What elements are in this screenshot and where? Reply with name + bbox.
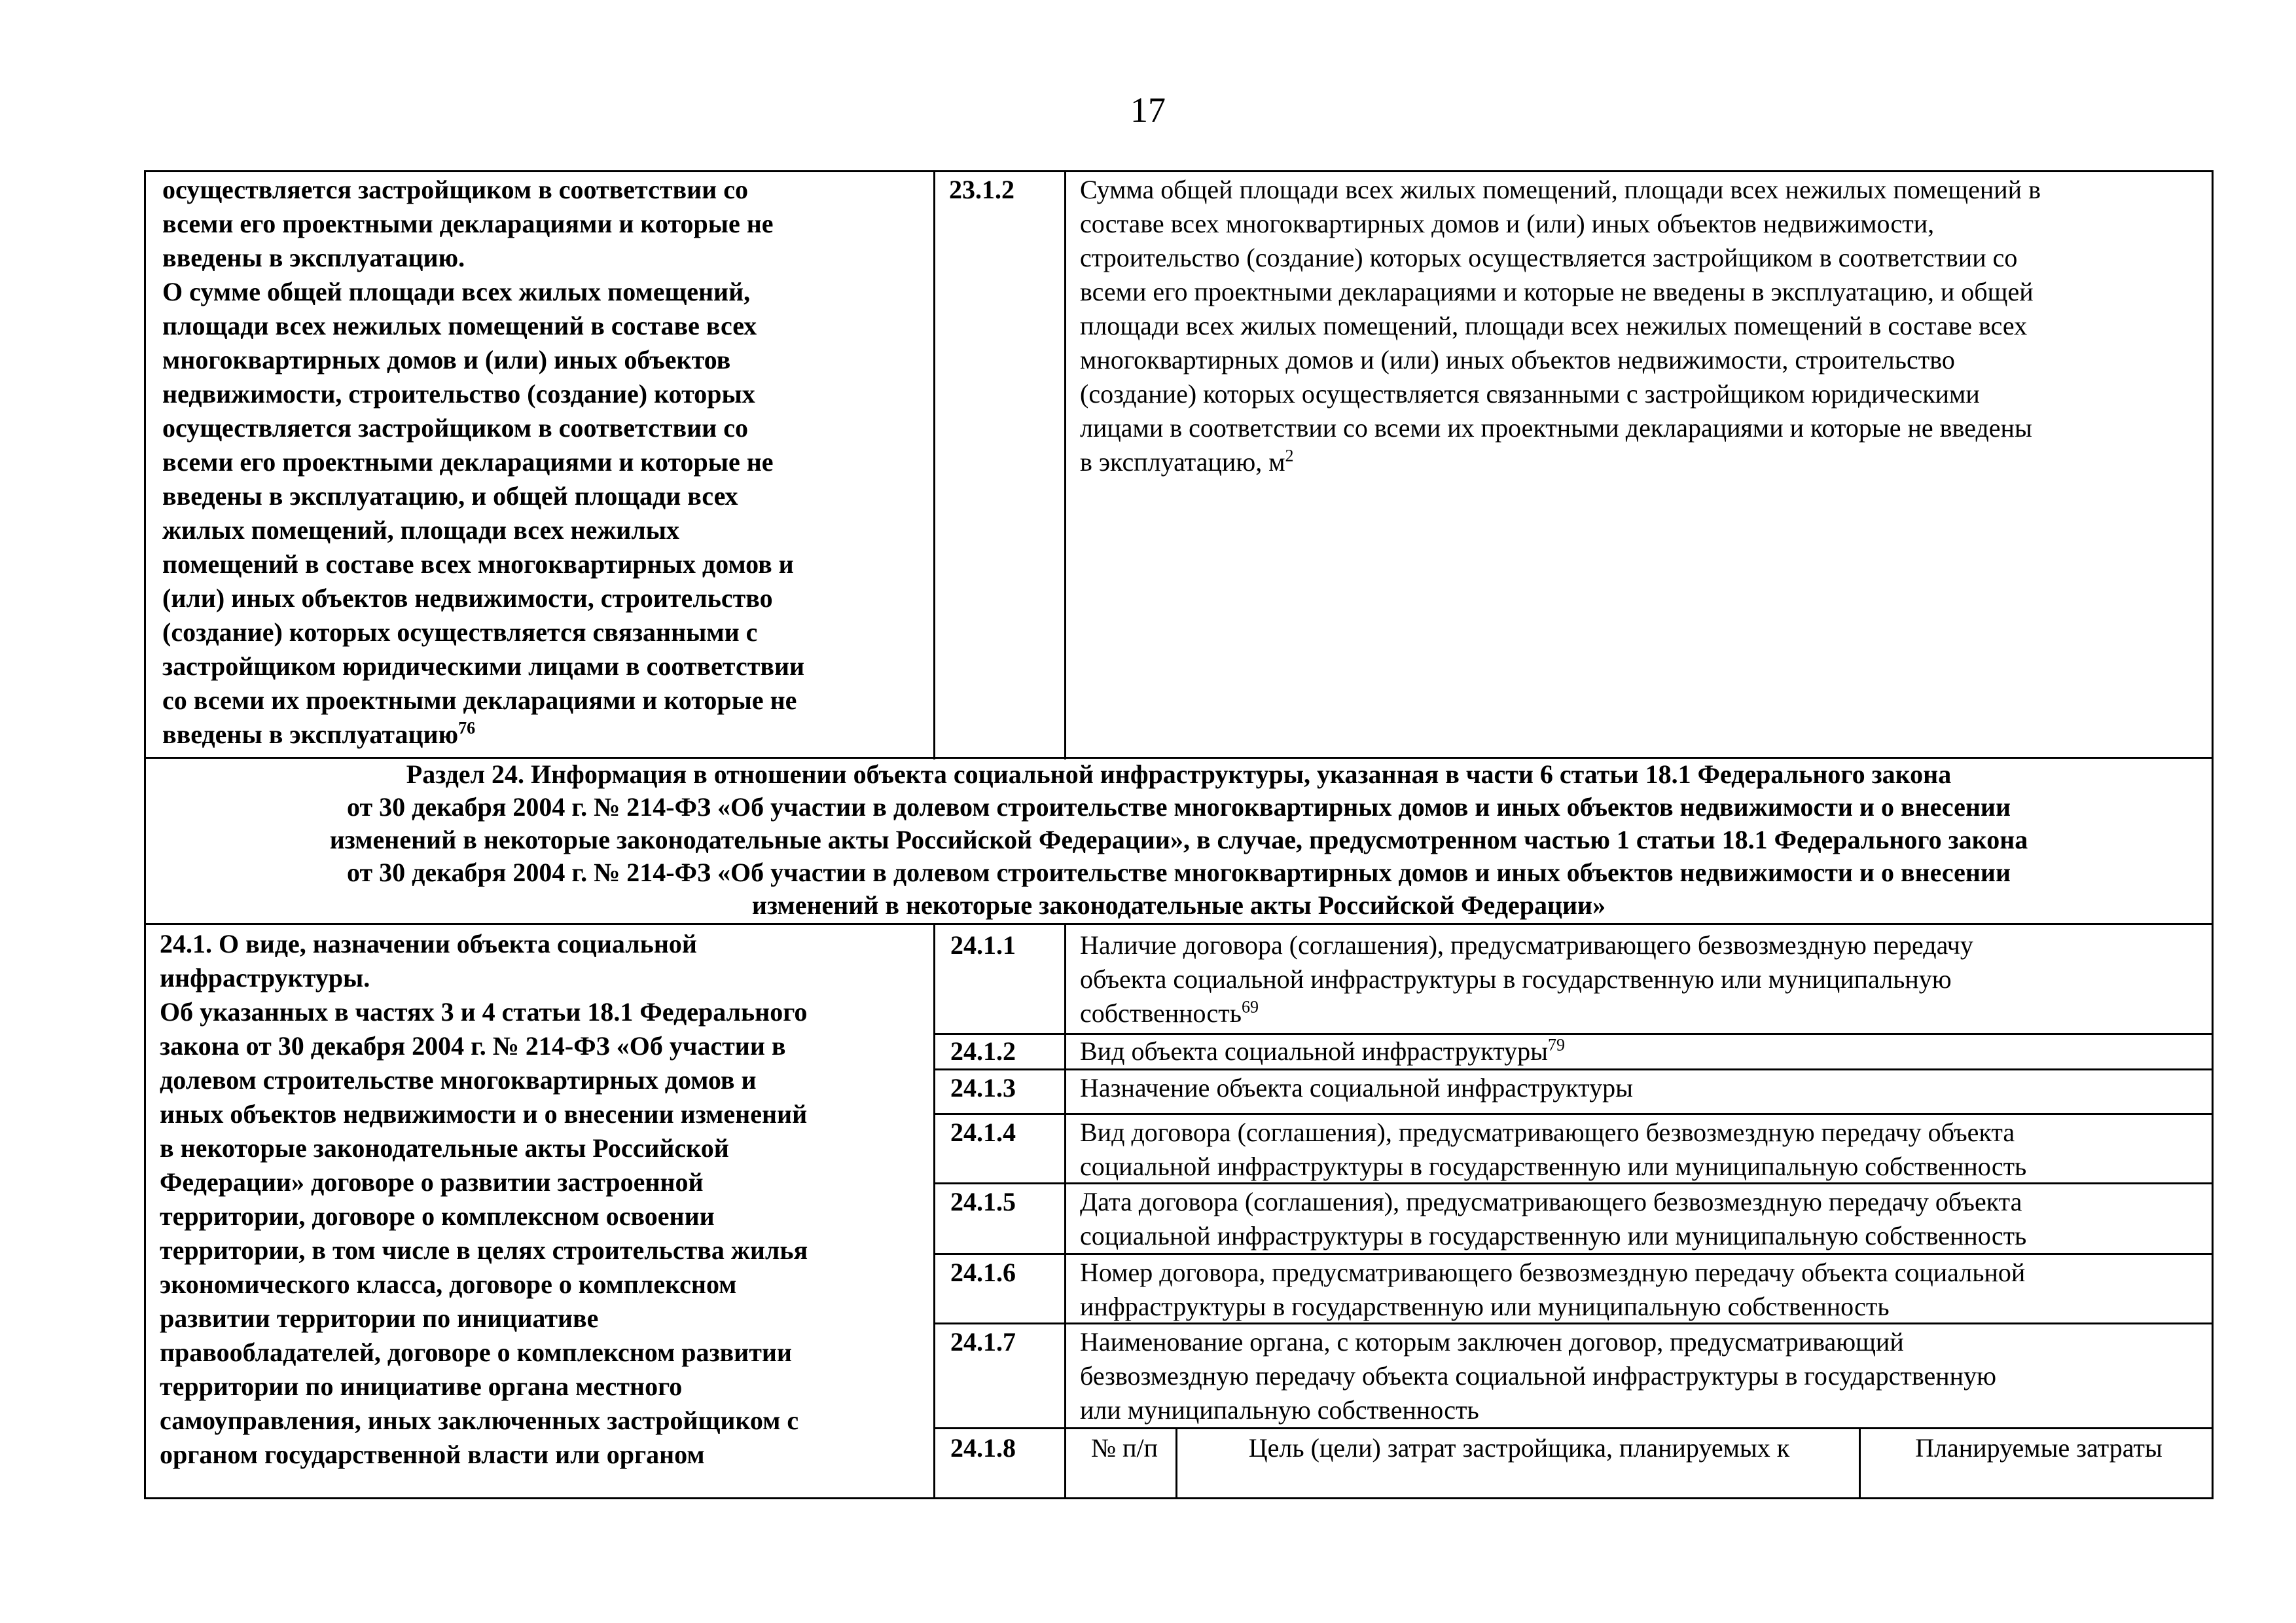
block-24-1-left-text: 24.1. О виде, назначении объекта социальной инфраструктуры. Об указанных в частях 3 и 4 статьи 18.1 Федерального закона от 30 декабря 2004 г. № 214-ФЗ «Об участии в долевом строительстве многоквартирных домов и иных объектов недвижимости и о внесении изменений в некоторые законодательные акты Российской Федерации» договоре о развитии застроенной территории, договоре о комплексном освоении территории, в том числе в целях строительства жилья экономического класса, договоре о комплексном развитии территории по инициативе правообладателей, договоре о комплексном развитии территории по инициативе органа местного самоуправления, иных заключенных застройщиком с органом государственной власти или органом bbox=[160, 929, 808, 1469]
row-divider bbox=[933, 1068, 2214, 1070]
row-code: 24.1.7 bbox=[950, 1327, 1016, 1357]
row-divider bbox=[144, 923, 2214, 925]
row-text: Дата договора (соглашения), предусматривающего безвозмездную передачу объекта социальной инфраструктуры в государственную или муниципальную собственность bbox=[1080, 1187, 2027, 1250]
row-code: 24.1.8 bbox=[950, 1433, 1016, 1463]
row-code: 24.1.1 bbox=[950, 930, 1016, 960]
row-code: 23.1.2 bbox=[949, 175, 1014, 204]
row-text: Номер договора, предусматривающего безвозмездную передачу объекта социальной инфраструктуры в государственную или муниципальную собственность bbox=[1080, 1258, 2026, 1321]
row-divider bbox=[933, 1427, 2214, 1429]
column-divider bbox=[1064, 923, 1066, 1499]
column-divider bbox=[933, 170, 935, 759]
superscript: 69 bbox=[1242, 997, 1259, 1017]
row-text: Назначение объекта социальной инфраструктуры bbox=[1080, 1073, 1633, 1103]
row-code: 24.1.4 bbox=[950, 1118, 1016, 1147]
row-text: Вид договора (соглашения), предусматривающего безвозмездную передачу объекта социальной инфраструктуры в государственную или муниципальную собственность bbox=[1080, 1118, 2027, 1181]
superscript: 79 bbox=[1547, 1035, 1565, 1055]
row-text: Вид объекта социальной инфраструктуры$^{79}$ bbox=[1080, 1035, 1565, 1066]
column-divider bbox=[1064, 170, 1066, 759]
col-header-costs: Планируемые затраты bbox=[1915, 1433, 2162, 1463]
column-divider bbox=[1175, 1427, 1177, 1499]
col-header-goal: Цель (цели) затрат застройщика, планируемых к bbox=[1248, 1433, 1790, 1463]
superscript: 2 bbox=[1285, 446, 1294, 465]
row-code: 24.1.3 bbox=[950, 1073, 1016, 1103]
column-divider bbox=[1859, 1427, 1861, 1499]
row-code: 24.1.2 bbox=[950, 1036, 1016, 1066]
row-23-1-2-left-text: осуществляется застройщиком в соответствии со всеми его проектными декларациями и которые не введены в эксплуатацию. О сумме общей площади всех жилых помещений, площади всех нежилых помещений в составе всех многоквартирных домов и (или) иных объектов недвижимости, строительство (создание) которых осуществляется застройщиком в соответствии со всеми его проектными декларациями и которые не введены в эксплуатацию, и общей площади всех жилых помещений, площади всех нежилых помещений в составе всех многоквартирных домов и (или) иных объектов недвижимости, строительство (создание) которых осуществляется связанными с застройщиком юридическими лицами в соответствии со всеми их проектными декларациями и которые не введены в эксплуатацию$^{76}$ bbox=[162, 175, 805, 749]
row-code: 24.1.6 bbox=[950, 1258, 1016, 1287]
row-text: Наименование органа, с которым заключен договор, предусматривающий безвозмездную передачу объекта социальной инфраструктуры в государственную или муниципальную собственность bbox=[1080, 1327, 1996, 1425]
page-number: 17 bbox=[1130, 90, 1166, 130]
row-code: 24.1.5 bbox=[950, 1187, 1016, 1216]
row-divider bbox=[933, 1113, 2214, 1115]
row-divider bbox=[933, 1253, 2214, 1255]
column-divider bbox=[933, 923, 935, 1499]
row-text: Наличие договора (соглашения), предусматривающего безвозмездную передачу объекта социальной инфраструктуры в государственную или муниципальную собственность$^{69}$ bbox=[1080, 930, 1973, 1028]
row-23-1-2-description: Сумма общей площади всех жилых помещений, площади всех нежилых помещений в составе всех многоквартирных домов и (или) иных объектов недвижимости, строительство (создание) которых осуществляется застройщиком в соответствии со всеми его проектными декларациями и которые не введены в эксплуатацию, и общей площади всех жилых помещений, площади всех нежилых помещений в составе всех многоквартирных домов и (или) иных объектов недвижимости, строительство (создание) которых осуществляется связанными с застройщиком юридическими лицами в соответствии со всеми их проектными декларациями и которые не введены в эксплуатацию, $м^2$ bbox=[1080, 175, 2041, 477]
footnote-ref: 76 bbox=[458, 718, 476, 738]
section-heading: Раздел 24. Информация в отношении объекта социальной инфраструктуры, указанная в части 6 статьи 18.1 Федерального закона от 30 декабря 2004 г. № 214-ФЗ «Об участии в долевом строительстве многоквартирных домов и иных объектов недвижимости и о внесении изменений в некоторые законодательные акты Российской Федерации», в случае, предусмотренном частью 1 статьи 18.1 Федерального закона от 30 декабря 2004 г. № 214-ФЗ «Об участии в долевом строительстве многоквартирных домов и иных объектов недвижимости и о внесении изменений в некоторые законодательные акты Российской Федерации» bbox=[329, 759, 2028, 920]
col-header-number: № п/п bbox=[1090, 1433, 1158, 1463]
